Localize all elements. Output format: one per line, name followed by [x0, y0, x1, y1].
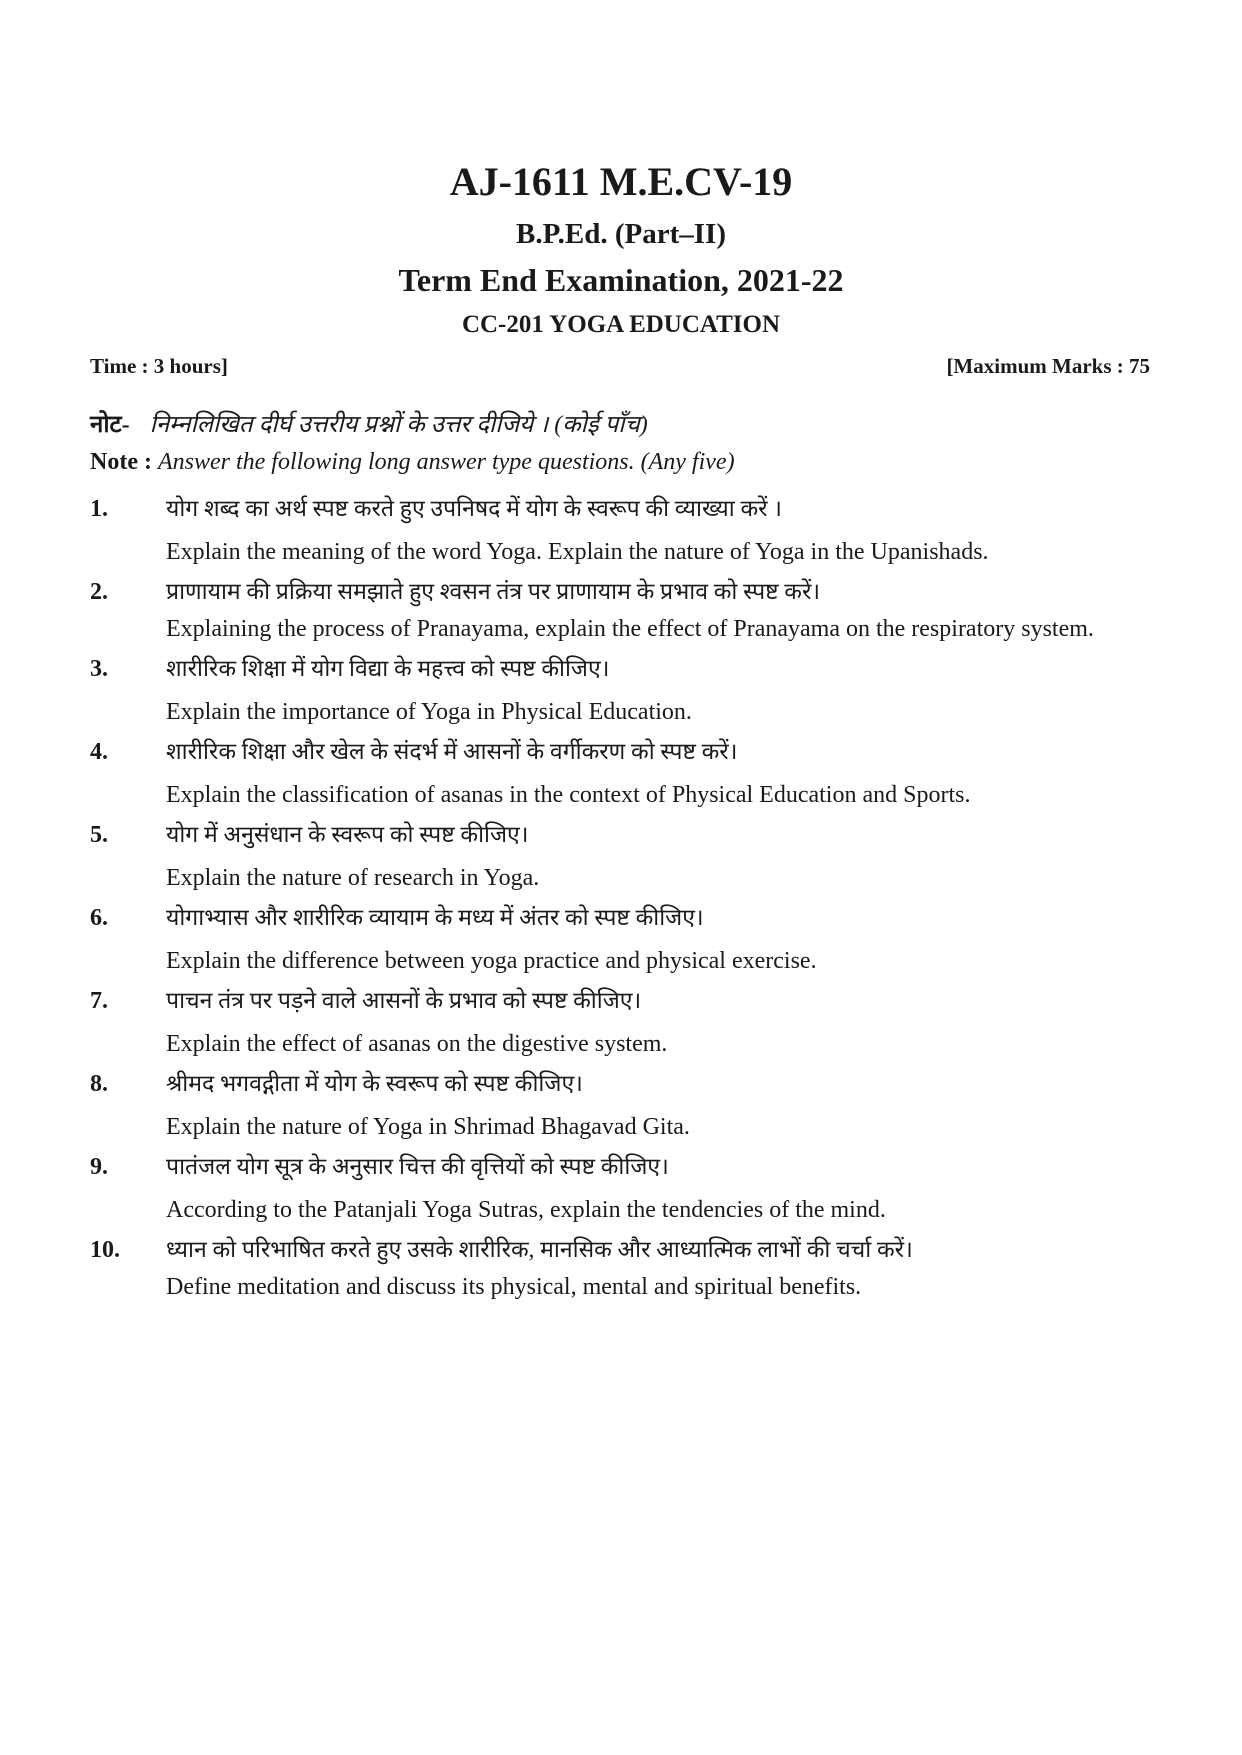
question-number: 2. — [90, 579, 108, 605]
note-hindi-text: निम्नलिखित दीर्घ उत्तरीय प्रश्नों के उत्तर दीजिये । (कोई पाँच) — [149, 412, 648, 438]
note-hindi-label: नोट- — [90, 412, 130, 438]
question-english: Explain the meaning of the word Yoga. Explain the nature of Yoga in the Upanishads. — [166, 539, 989, 565]
question-english: Define meditation and discuss its physical, mental and spiritual benefits. — [166, 1274, 862, 1300]
question-hindi: योग शब्द का अर्थ स्पष्ट करते हुए उपनिषद में योग के स्वरूप की व्याख्या करें । — [166, 496, 783, 521]
paper-title: CC-201 YOGA EDUCATION — [461, 311, 781, 338]
question-number: 9. — [90, 1154, 108, 1180]
note-english-text: Answer the following long answer type questions. (Any five) — [157, 449, 735, 475]
question-item — [90, 573, 1152, 648]
max-marks-label: [Maximum Marks : 75 — [946, 354, 1150, 378]
question-english: Explaining the process of Pranayama, explain the effect of Pranayama on the respiratory system. — [166, 616, 1094, 642]
question-english: Explain the effect of asanas on the digestive system. — [166, 1031, 668, 1057]
note-hindi — [90, 407, 648, 440]
question-item — [90, 1065, 1152, 1146]
course-title: B.P.Ed. (Part–II) — [516, 218, 726, 250]
question-english: Explain the difference between yoga practice and physical exercise. — [166, 948, 817, 974]
paper-code: AJ-1611 M.E.CV-19 — [449, 159, 793, 204]
question-hindi: शारीरिक शिक्षा में योग विद्या के महत्त्व को स्पष्ट कीजिए। — [166, 656, 610, 681]
question-number: 10. — [90, 1237, 120, 1263]
question-hindi: पाचन तंत्र पर पड़ने वाले आसनों के प्रभाव को स्पष्ट कीजिए। — [166, 988, 642, 1013]
question-number: 3. — [90, 656, 108, 682]
question-english: Explain the nature of Yoga in Shrimad Bhagavad Gita. — [166, 1114, 690, 1140]
question-item — [90, 816, 1152, 897]
question-item — [90, 1231, 1152, 1306]
question-number: 4. — [90, 739, 108, 765]
question-item — [90, 733, 1152, 814]
question-item — [90, 650, 1152, 731]
question-number: 6. — [90, 905, 108, 931]
question-number: 5. — [90, 822, 108, 848]
question-hindi: शारीरिक शिक्षा और खेल के संदर्भ में आसनों के वर्गीकरण को स्पष्ट करें। — [166, 739, 738, 764]
question-list — [90, 490, 1152, 1306]
question-number: 1. — [90, 496, 108, 522]
note-english-label: Note : — [90, 449, 152, 475]
meta-row — [90, 354, 1150, 379]
question-hindi: योगाभ्यास और शारीरिक व्यायाम के मध्य में अंतर को स्पष्ट कीजिए। — [166, 905, 704, 930]
question-item — [90, 899, 1152, 980]
question-english: Explain the classification of asanas in the context of Physical Education and Sports. — [166, 782, 971, 808]
question-english: According to the Patanjali Yoga Sutras, explain the tendencies of the mind. — [166, 1197, 886, 1223]
exam-title: Term End Examination, 2021-22 — [398, 262, 844, 298]
question-number: 8. — [90, 1071, 108, 1097]
question-hindi: ध्यान को परिभाषित करते हुए उसके शारीरिक, मानसिक और आध्यात्मिक लाभों की चर्चा करें। — [166, 1237, 913, 1262]
question-number: 7. — [90, 988, 108, 1014]
question-item — [90, 1148, 1152, 1229]
question-hindi: प्राणायाम की प्रक्रिया समझाते हुए श्वसन तंत्र पर प्राणायाम के प्रभाव को स्पष्ट करें। — [166, 579, 821, 604]
note-english — [90, 449, 735, 476]
question-item — [90, 982, 1152, 1063]
question-hindi: योग में अनुसंधान के स्वरूप को स्पष्ट कीजिए। — [166, 822, 529, 847]
question-hindi: पातंजल योग सूत्र के अनुसार चित्त की वृत्तियों को स्पष्ट कीजिए। — [166, 1154, 669, 1179]
question-english: Explain the importance of Yoga in Physical Education. — [166, 699, 692, 725]
question-hindi: श्रीमद भगवद्गीता में योग के स्वरूप को स्पष्ट कीजिए। — [166, 1071, 583, 1096]
question-item — [90, 490, 1152, 571]
question-english: Explain the nature of research in Yoga. — [166, 865, 540, 891]
time-label: Time : 3 hours] — [90, 354, 228, 378]
